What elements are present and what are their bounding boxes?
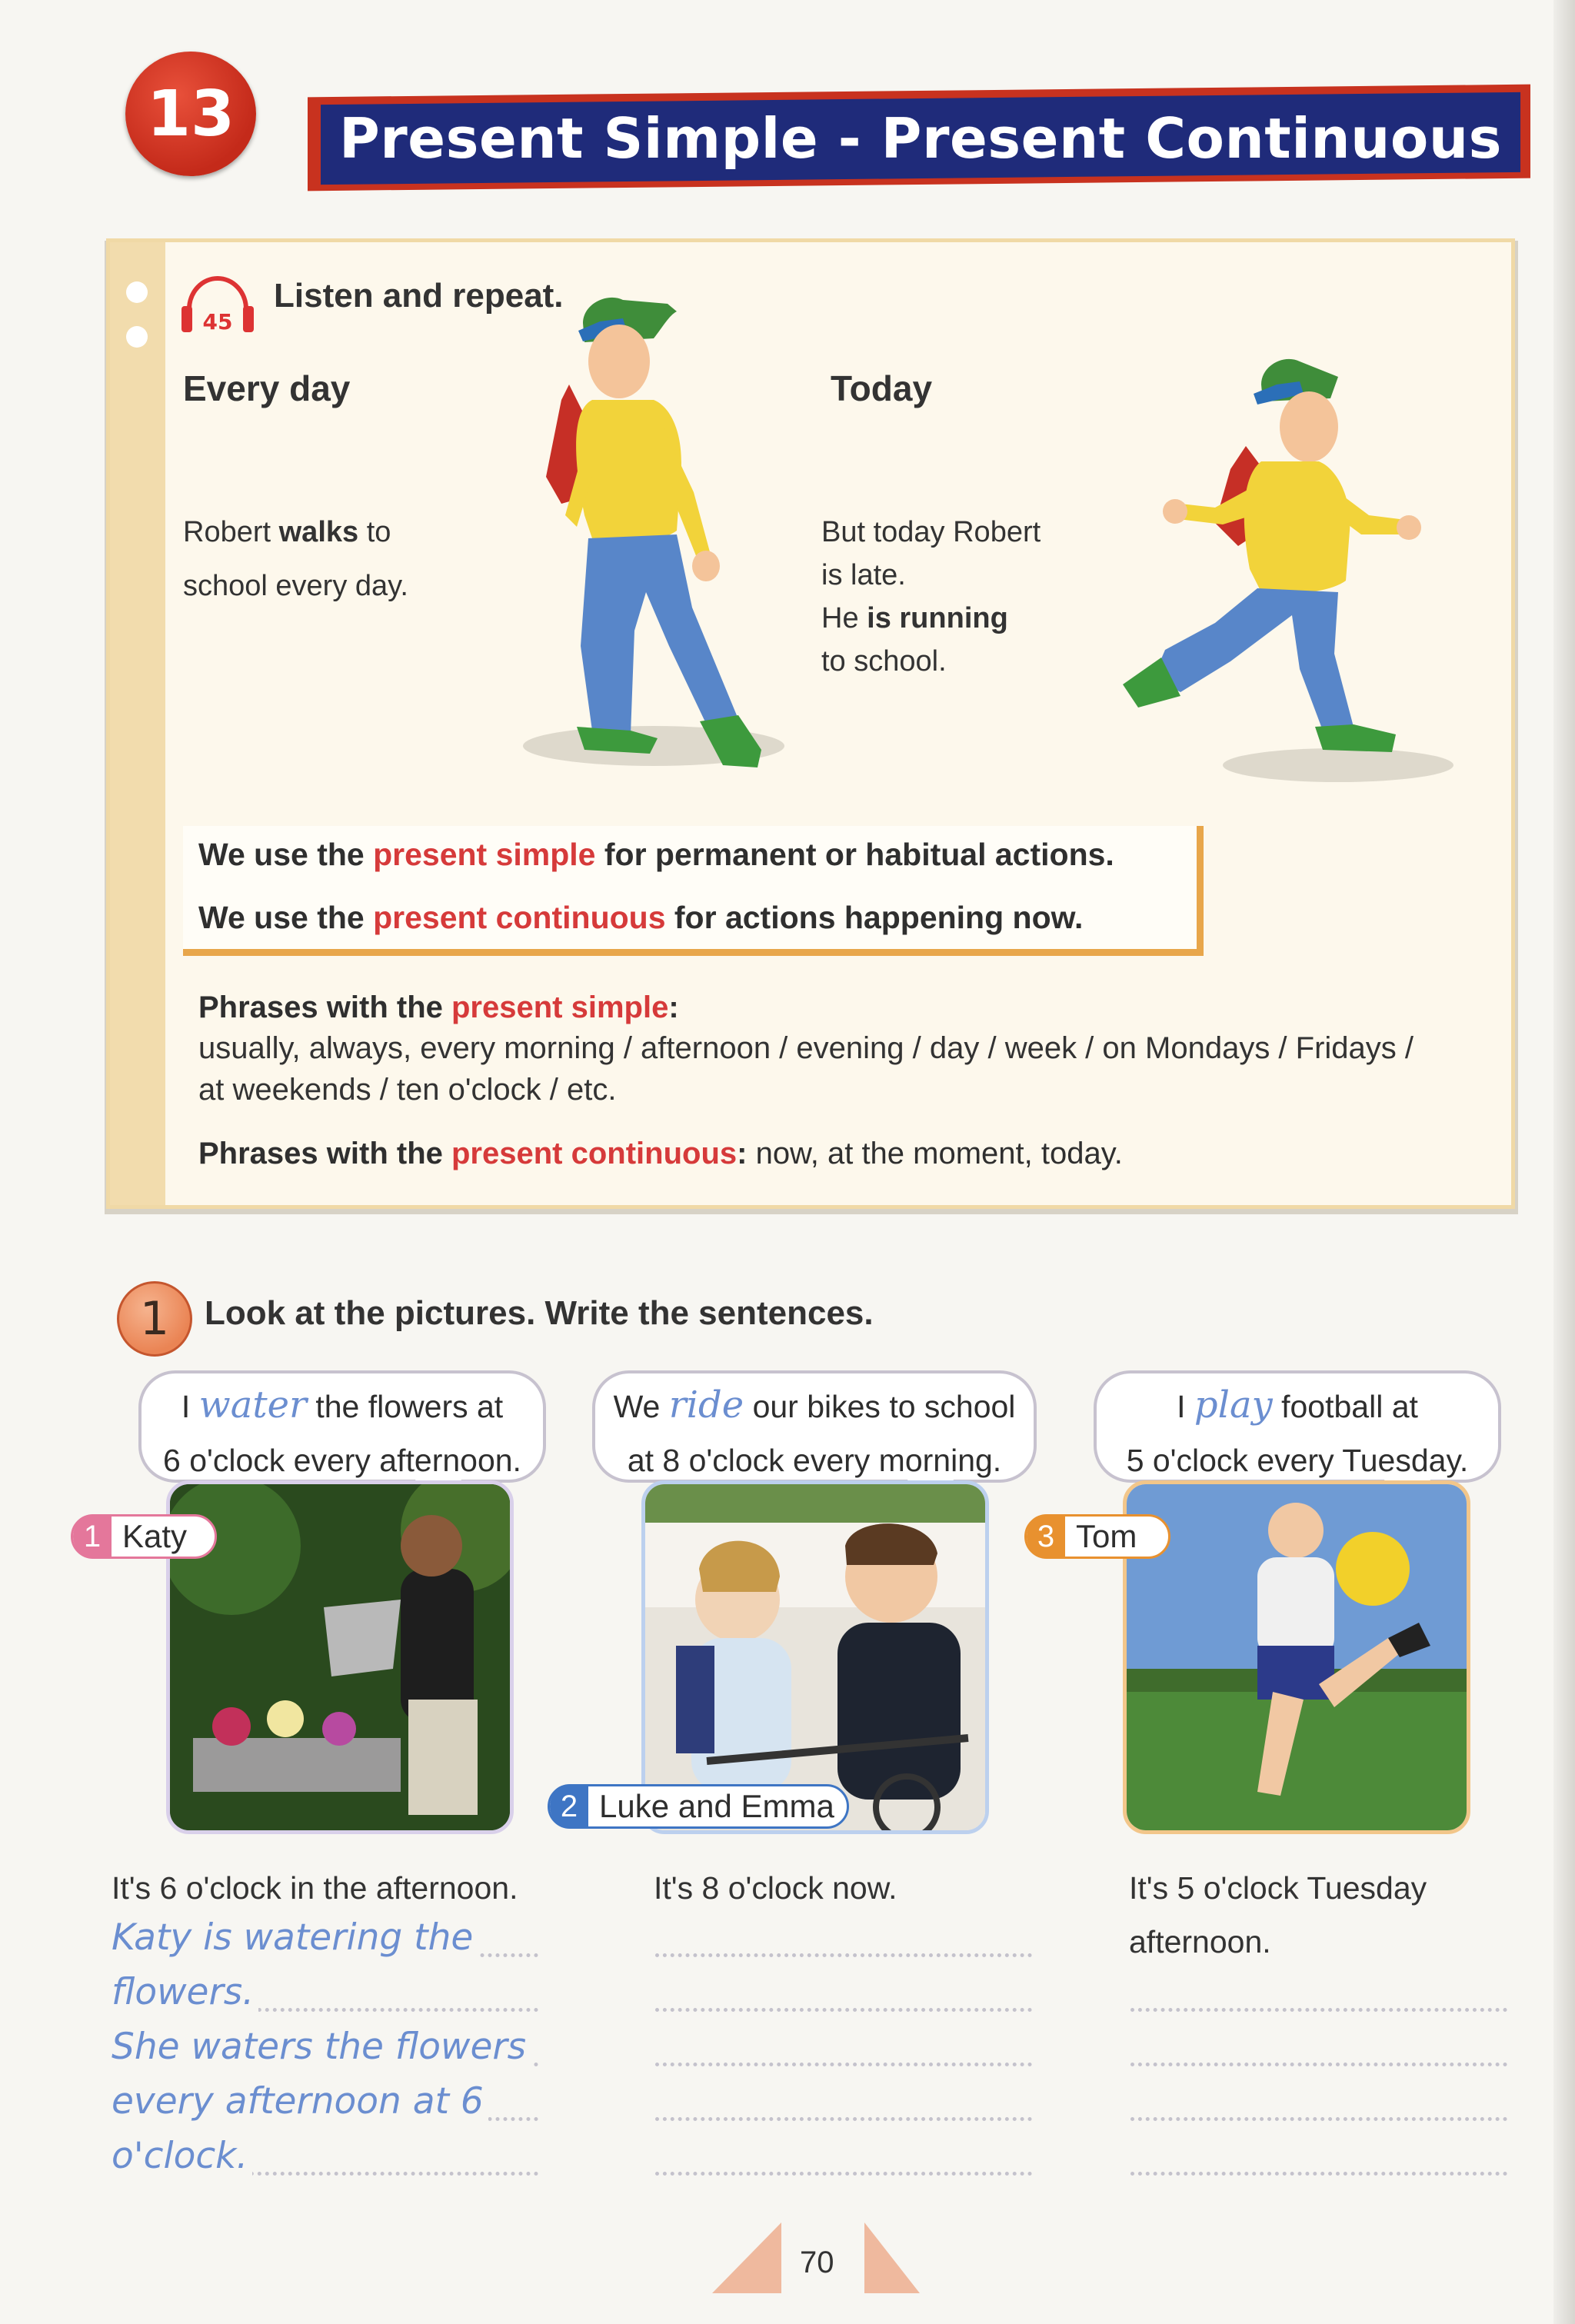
- page-corner-decoration-right: [864, 2222, 920, 2293]
- every-day-heading: Every day: [183, 368, 351, 408]
- binder-hole: [126, 281, 148, 303]
- photo-katy-watering: [166, 1480, 514, 1834]
- photo-tom-football: [1123, 1480, 1470, 1834]
- text: Phrases with the: [198, 1137, 451, 1170]
- answer-text[interactable]: Katy is watering the: [112, 1916, 478, 1959]
- text: I: [1177, 1389, 1194, 1424]
- speech-bubble-luke-emma: [592, 1370, 1037, 1483]
- person-name: Luke and Emma: [599, 1788, 834, 1824]
- dotted-line: [655, 1953, 1032, 1957]
- handwritten-answer: play: [1194, 1383, 1273, 1427]
- text: at weekends / ten o'clock / etc.: [198, 1073, 617, 1107]
- answer-text[interactable]: o'clock.: [112, 2135, 252, 2177]
- person-name: Katy: [122, 1518, 188, 1554]
- speech-bubble-katy: [138, 1370, 546, 1483]
- text: for actions happening now.: [665, 900, 1084, 935]
- unit-number: 13: [146, 77, 235, 151]
- exercise-number: 1: [139, 1292, 170, 1346]
- exercise-number-badge: [117, 1281, 192, 1357]
- dotted-line: [1130, 2008, 1507, 2012]
- text: It's 5 o'clock Tuesday: [1129, 1870, 1427, 1906]
- item-number: 1: [73, 1514, 112, 1559]
- person-name: Tom: [1076, 1518, 1137, 1554]
- listen-instruction: Listen and repeat.: [274, 277, 564, 315]
- handwritten-answer: water: [198, 1383, 307, 1427]
- text: usually, always, every morning / afternoon / evening / day / week / on Mondays / Fridays /: [198, 1031, 1414, 1065]
- answer-lines-katy: [112, 1910, 538, 2183]
- grammar-box-binding: [110, 242, 165, 1205]
- term: present continuous: [373, 900, 666, 935]
- text: I: [181, 1389, 199, 1424]
- item-number: 3: [1027, 1514, 1065, 1559]
- page-number: 70: [800, 2246, 834, 2279]
- name-tag-tom: [1024, 1514, 1170, 1559]
- text: :: [668, 991, 679, 1024]
- item-number: 2: [550, 1784, 588, 1829]
- dotted-line: [655, 2008, 1032, 2012]
- answer-text[interactable]: She waters the flowers: [112, 2026, 531, 2068]
- page-edge: [1553, 0, 1575, 2324]
- text: 6 o'clock every afternoon.: [163, 1443, 521, 1478]
- unit-number-badge: [125, 52, 256, 176]
- text: our bikes to school: [744, 1389, 1016, 1424]
- phrases-continuous: [198, 1137, 1123, 1171]
- text: the flowers at: [306, 1389, 504, 1424]
- phrases-simple-list: [198, 1027, 1506, 1110]
- binder-hole: [126, 326, 148, 348]
- dotted-line: [1130, 2117, 1507, 2121]
- today-description: [821, 511, 1041, 683]
- handwritten-answer: ride: [668, 1383, 744, 1427]
- text: We: [613, 1389, 669, 1424]
- name-tag-katy: [71, 1514, 217, 1559]
- speech-bubble-tom: [1094, 1370, 1501, 1483]
- dotted-line: [655, 2172, 1032, 2176]
- text: He: [821, 602, 867, 634]
- text: to: [358, 516, 391, 548]
- walking-boy-illustration: [492, 285, 784, 792]
- running-boy-illustration: [1107, 346, 1461, 792]
- text: Robert: [183, 516, 279, 548]
- today-heading: Today: [831, 368, 933, 408]
- rule-present-continuous: [198, 900, 1083, 936]
- text: We use the: [198, 837, 374, 872]
- text: football at: [1272, 1389, 1418, 1424]
- text: to school.: [821, 645, 947, 678]
- term: present continuous: [451, 1137, 738, 1170]
- page-corner-decoration-left: [712, 2222, 781, 2293]
- answer-lines-tom: [1130, 1965, 1507, 2183]
- text: Phrases with the: [198, 991, 451, 1024]
- photo-luke-emma-bikes: [641, 1480, 989, 1834]
- term: present simple: [373, 837, 596, 872]
- verb-walks: walks: [278, 516, 359, 548]
- phrases-simple-heading: [198, 991, 679, 1025]
- text: But today Robert: [821, 516, 1041, 548]
- statement-katy: It's 6 o'clock in the afternoon.: [112, 1870, 518, 1906]
- verb-is-running: is running: [867, 602, 1008, 634]
- name-tag-luke-emma: [548, 1784, 849, 1829]
- dotted-line: [655, 2117, 1032, 2121]
- text: school every day.: [183, 570, 408, 602]
- statement-tom: [1129, 1861, 1427, 1969]
- text: 5 o'clock every Tuesday.: [1126, 1443, 1469, 1478]
- answer-text[interactable]: flowers.: [112, 1971, 258, 2013]
- every-day-description: [183, 511, 408, 608]
- rule-present-simple: [198, 837, 1114, 873]
- answer-lines-luke-emma: [655, 1910, 1032, 2183]
- text: is late.: [821, 559, 906, 591]
- exercise-instruction: Look at the pictures. Write the sentences.: [205, 1294, 874, 1332]
- headphones-audio-icon[interactable]: [178, 261, 257, 338]
- term: present simple: [451, 991, 669, 1024]
- dotted-line: [1130, 2172, 1507, 2176]
- dotted-line: [655, 2063, 1032, 2066]
- dotted-line: [1130, 2063, 1507, 2066]
- text: for permanent or habitual actions.: [595, 837, 1114, 872]
- statement-luke-emma: It's 8 o'clock now.: [654, 1870, 897, 1906]
- text: afternoon.: [1129, 1924, 1271, 1959]
- track-number: 45: [202, 309, 233, 335]
- text: We use the: [198, 900, 374, 935]
- text: now, at the moment, today.: [747, 1137, 1123, 1170]
- page-title: Present Simple - Present Continuous: [339, 106, 1502, 171]
- text: at 8 o'clock every morning.: [627, 1443, 1002, 1478]
- answer-text[interactable]: every afternoon at 6: [112, 2080, 488, 2123]
- text: :: [737, 1137, 748, 1170]
